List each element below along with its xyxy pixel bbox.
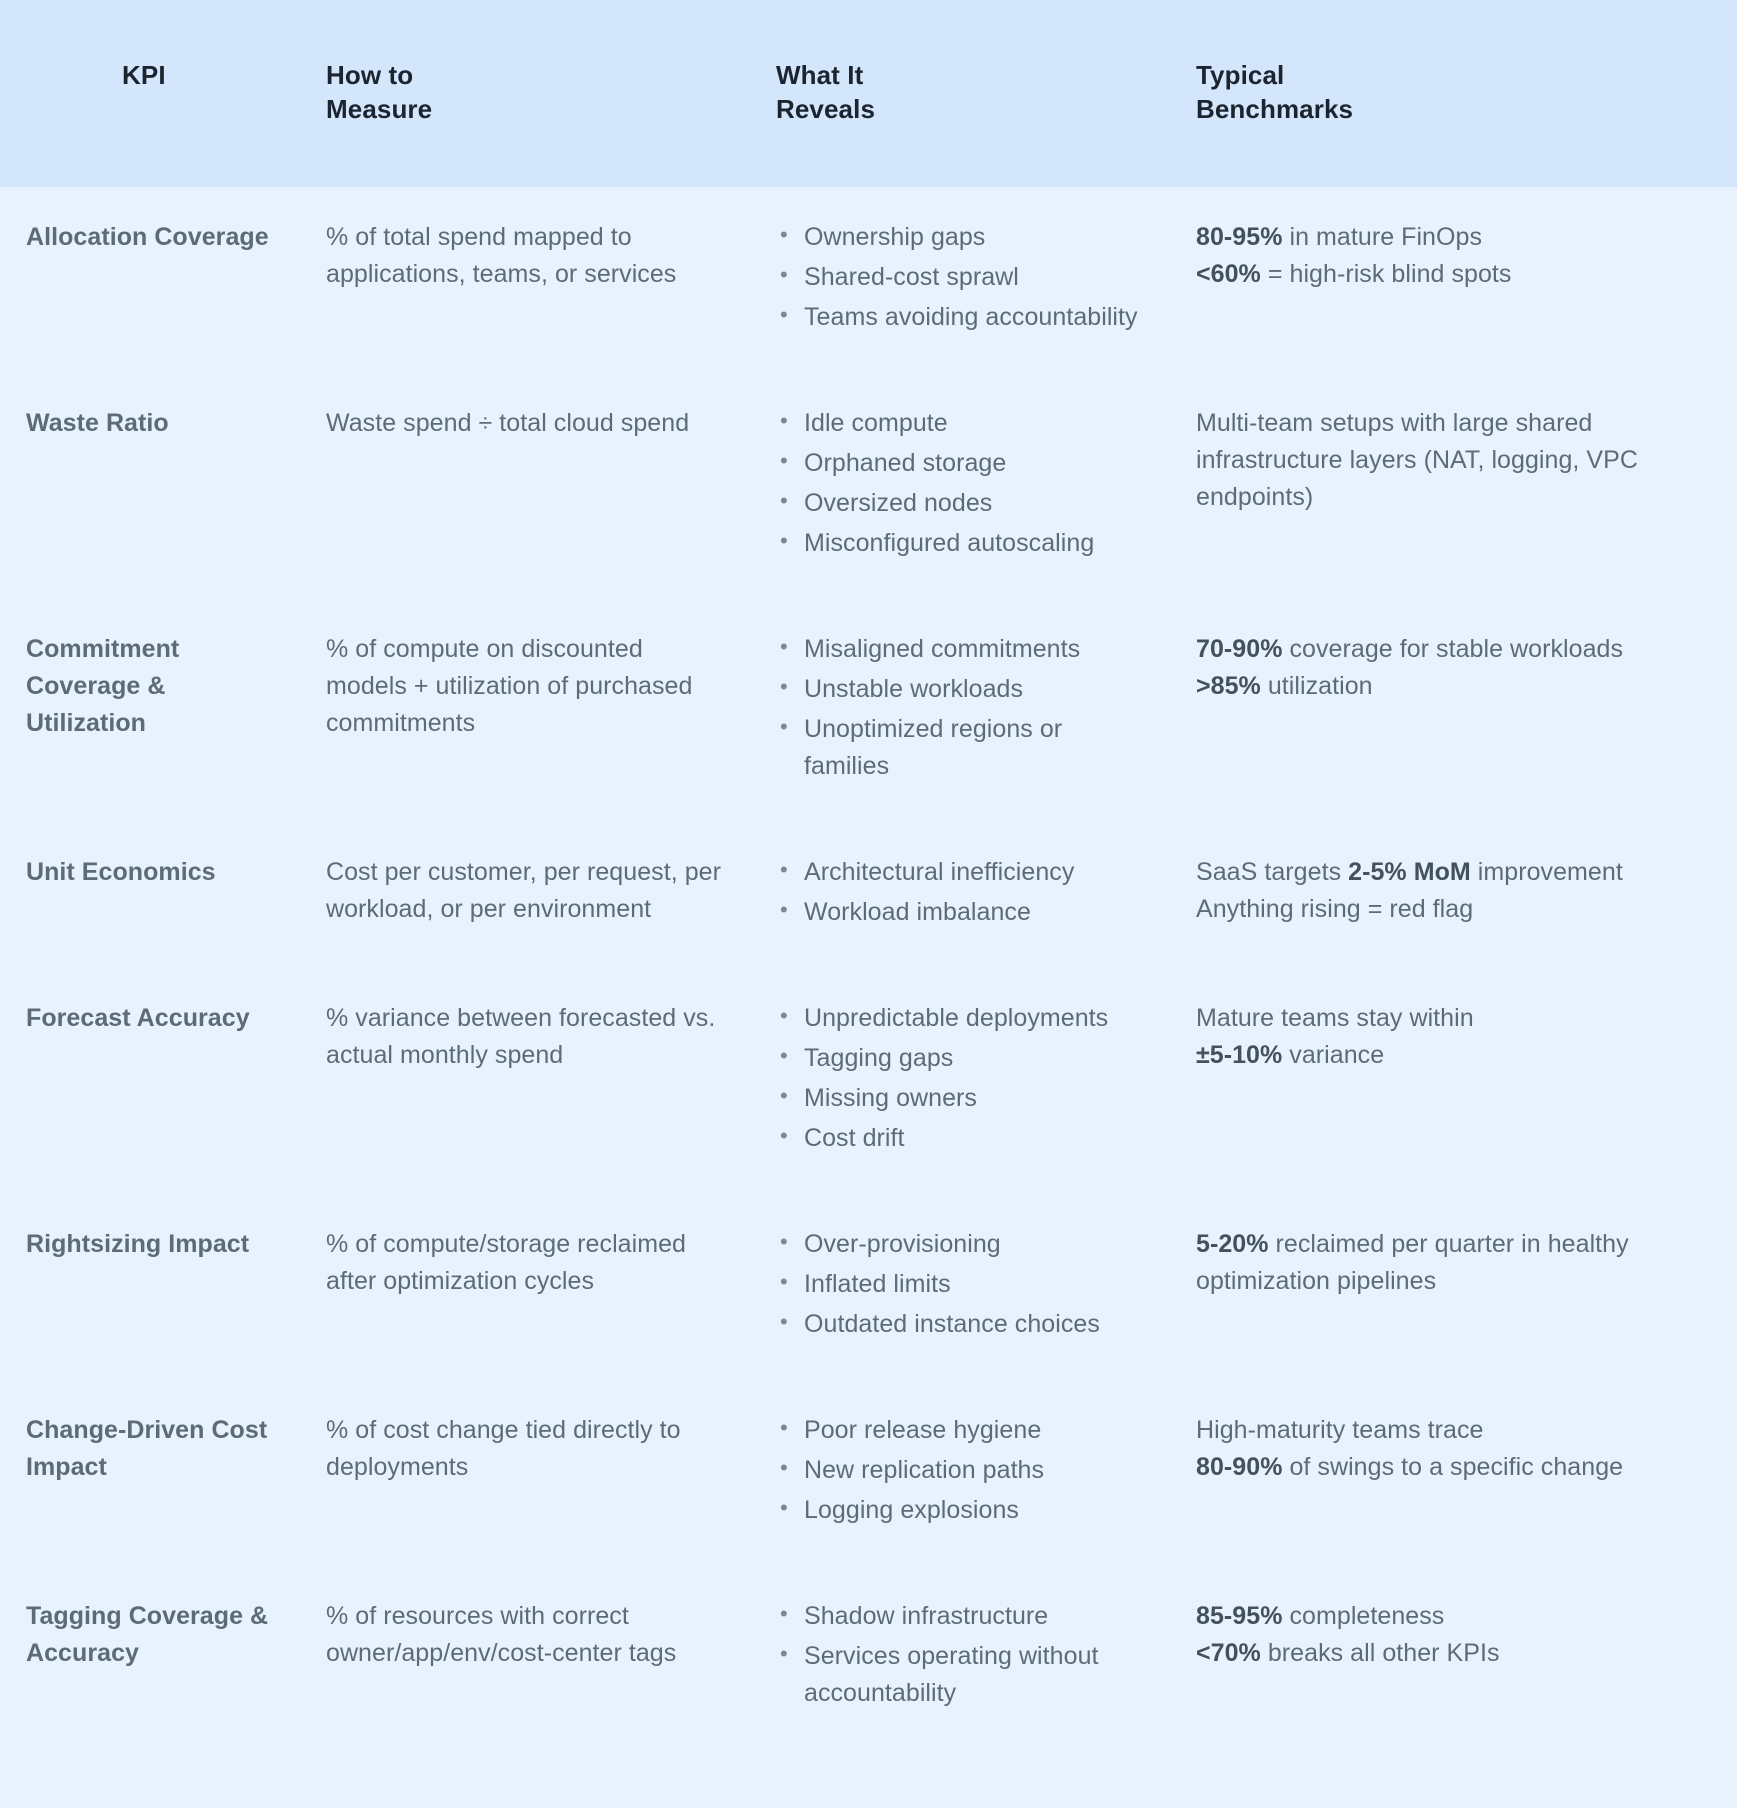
benchmark-description: in mature FinOps [1282, 222, 1483, 251]
benchmark-value: 85-95% [1196, 1601, 1283, 1630]
reveals-list-item: • Ownership gaps [776, 219, 1144, 256]
reveals-list-item: • Architectural inefficiency [776, 854, 1144, 891]
kpi-name-cell: Commitment Coverage & Utilization [26, 634, 180, 737]
column-header-line: What It [776, 60, 864, 90]
reveals-list [776, 631, 1144, 785]
typical-benchmarks-cell [1170, 373, 1737, 599]
column-header-kpi [0, 0, 300, 187]
reveals-list [776, 1412, 1144, 1529]
benchmark-value: <60% [1196, 259, 1261, 288]
column-header-line: Benchmarks [1196, 94, 1354, 125]
table-row [0, 599, 1737, 822]
how-to-measure-cell: % variance between forecasted vs. actual monthly spend [326, 1003, 716, 1069]
header-row [0, 0, 1737, 187]
reveals-list [776, 1598, 1144, 1712]
what-it-reveals-cell [750, 187, 1170, 373]
benchmark-description: reclaimed per quarter in healthy optimization pipelines [1196, 1229, 1629, 1295]
table-row [0, 1380, 1737, 1566]
benchmark-line [1196, 219, 1711, 256]
benchmark-line [1196, 1598, 1711, 1635]
benchmark-description: Mature teams stay within [1196, 1003, 1474, 1032]
benchmark-line [1196, 256, 1711, 293]
what-it-reveals-cell [750, 968, 1170, 1194]
typical-benchmarks-cell [1170, 1380, 1737, 1566]
reveals-list-item: • Poor release hygiene [776, 1412, 1144, 1449]
reveals-list-item: • Outdated instance choices [776, 1306, 1144, 1343]
what-it-reveals-cell [750, 1194, 1170, 1380]
typical-benchmarks-cell [1170, 968, 1737, 1194]
benchmark-description: coverage for stable workloads [1282, 634, 1624, 663]
column-header-what-it-reveals [750, 0, 1170, 187]
kpi-name-cell: Rightsizing Impact [26, 1229, 250, 1258]
table-header [0, 0, 1737, 187]
benchmark-line [1196, 1037, 1711, 1074]
table-body [0, 187, 1737, 1749]
reveals-list-item: • Teams avoiding accountability [776, 299, 1144, 336]
benchmark-line [1196, 1412, 1711, 1449]
table-row [0, 1566, 1737, 1749]
benchmark-description: completeness [1282, 1601, 1445, 1630]
benchmark-description: of swings to a specific change [1282, 1452, 1624, 1481]
how-to-measure-cell: Waste spend ÷ total cloud spend [326, 408, 690, 437]
column-header-line: Typical [1196, 60, 1285, 90]
reveals-list-item: • Idle compute [776, 405, 1144, 442]
kpi-name-cell: Allocation Coverage [26, 222, 269, 251]
how-to-measure-cell: % of cost change tied directly to deployments [326, 1415, 681, 1481]
benchmark-value: 5-20% [1196, 1229, 1269, 1258]
kpi-name-cell: Unit Economics [26, 857, 216, 886]
benchmark-line [1196, 1226, 1711, 1300]
typical-benchmarks-cell [1170, 1194, 1737, 1380]
how-to-measure-cell: % of compute/storage reclaimed after optimization cycles [326, 1229, 687, 1295]
reveals-list-item: • Logging explosions [776, 1492, 1144, 1529]
benchmark-line [1196, 1000, 1711, 1037]
reveals-list-item: • Over-provisioning [776, 1226, 1144, 1263]
how-to-measure-cell: % of total spend mapped to applications, teams, or services [326, 222, 677, 288]
benchmark-value: 80-95% [1196, 222, 1283, 251]
reveals-list-item: • Misaligned commitments [776, 631, 1144, 668]
typical-benchmarks-cell [1170, 822, 1737, 968]
benchmark-line [1196, 1449, 1711, 1486]
reveals-list-item: • Cost drift [776, 1120, 1144, 1157]
typical-benchmarks-cell [1170, 1566, 1737, 1749]
benchmark-description: = high-risk blind spots [1260, 259, 1512, 288]
what-it-reveals-cell [750, 1380, 1170, 1566]
reveals-list [776, 1000, 1144, 1157]
benchmark-value: 70-90% [1196, 634, 1283, 663]
benchmark-line [1196, 405, 1711, 516]
column-header-line: Measure [326, 94, 433, 125]
how-to-measure-cell: % of resources with correct owner/app/env/cost-center tags [326, 1601, 677, 1667]
benchmark-description: utilization [1260, 671, 1373, 700]
reveals-list-item: • Misconfigured autoscaling [776, 525, 1144, 562]
reveals-list-item: • Unstable workloads [776, 671, 1144, 708]
what-it-reveals-cell [750, 1566, 1170, 1749]
what-it-reveals-cell [750, 599, 1170, 822]
reveals-list [776, 405, 1144, 562]
column-header-line: Reveals [776, 94, 875, 125]
what-it-reveals-cell [750, 373, 1170, 599]
kpi-name-cell: Tagging Coverage & Accuracy [26, 1601, 269, 1667]
benchmark-value: <70% [1196, 1638, 1261, 1667]
kpi-name-cell: Change-Driven Cost Impact [26, 1415, 268, 1481]
reveals-list [776, 219, 1144, 336]
benchmark-description: breaks all other KPIs [1260, 1638, 1500, 1667]
column-header-line: How to [326, 60, 414, 90]
table-row [0, 822, 1737, 968]
reveals-list-item: • Unpredictable deployments [776, 1000, 1144, 1037]
benchmark-line [1196, 891, 1711, 928]
how-to-measure-cell: % of compute on discounted models + utilization of purchased commitments [326, 634, 693, 737]
benchmark-value: 2-5% MoM [1348, 857, 1471, 886]
reveals-list-item: • Workload imbalance [776, 894, 1144, 931]
benchmark-line [1196, 1635, 1711, 1672]
reveals-list-item: • Services operating without accountability [776, 1638, 1144, 1712]
reveals-list-item: • Missing owners [776, 1080, 1144, 1117]
reveals-list-item: • Oversized nodes [776, 485, 1144, 522]
benchmark-line [1196, 854, 1711, 891]
reveals-list [776, 1226, 1144, 1343]
benchmark-description: High-maturity teams trace [1196, 1415, 1484, 1444]
column-header-typical-benchmarks [1170, 0, 1737, 187]
kpi-name-cell: Waste Ratio [26, 408, 169, 437]
reveals-list-item: • Unoptimized regions or families [776, 711, 1144, 785]
benchmark-description: Anything rising = red flag [1196, 894, 1474, 923]
benchmark-value: 80-90% [1196, 1452, 1283, 1481]
reveals-list-item: • New replication paths [776, 1452, 1144, 1489]
benchmark-description: Multi-team setups with large shared infrastructure layers (NAT, logging, VPC endpoints) [1196, 408, 1638, 511]
reveals-list-item: • Shared-cost sprawl [776, 259, 1144, 296]
reveals-list-item: • Orphaned storage [776, 445, 1144, 482]
table-row [0, 968, 1737, 1194]
benchmark-line [1196, 668, 1711, 705]
reveals-list [776, 854, 1144, 931]
reveals-list-item: • Inflated limits [776, 1266, 1144, 1303]
table-row [0, 373, 1737, 599]
benchmark-value: ±5-10% [1196, 1040, 1283, 1069]
kpi-name-cell: Forecast Accuracy [26, 1003, 250, 1032]
how-to-measure-cell: Cost per customer, per request, per workload, or per environment [326, 857, 721, 923]
column-header-how-to-measure [300, 0, 750, 187]
typical-benchmarks-cell [1170, 599, 1737, 822]
benchmark-line [1196, 631, 1711, 668]
benchmark-description: improvement [1470, 857, 1623, 886]
benchmark-value: >85% [1196, 671, 1261, 700]
column-header-line: KPI [122, 60, 166, 90]
reveals-list-item: • Shadow infrastructure [776, 1598, 1144, 1635]
table-row [0, 187, 1737, 373]
table-row [0, 1194, 1737, 1380]
benchmark-description: variance [1282, 1040, 1385, 1069]
reveals-list-item: • Tagging gaps [776, 1040, 1144, 1077]
what-it-reveals-cell [750, 822, 1170, 968]
typical-benchmarks-cell [1170, 187, 1737, 373]
benchmark-prefix: SaaS targets [1196, 857, 1349, 886]
